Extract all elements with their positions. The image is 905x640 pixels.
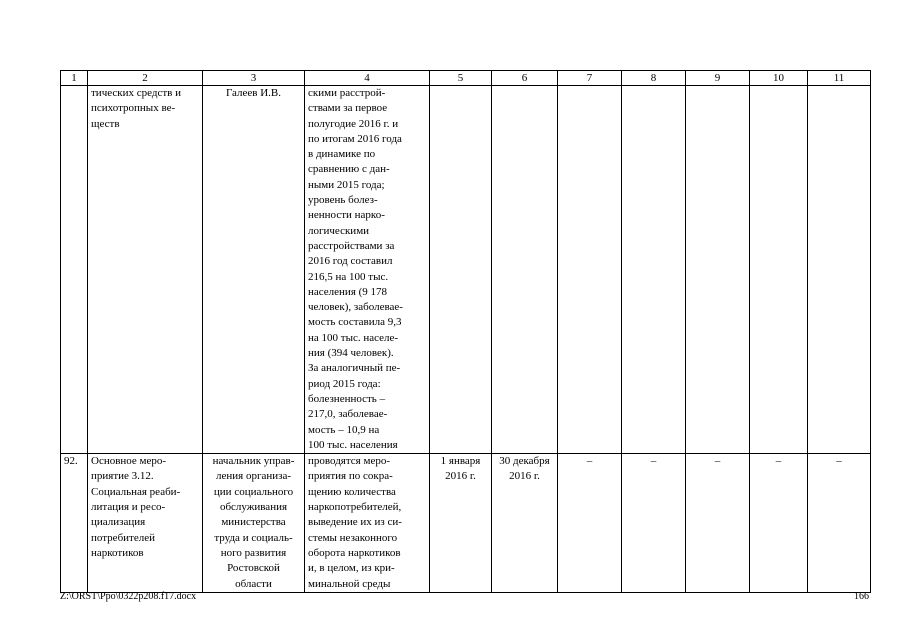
footer-file-path: Z:\ORST\Ppo\0322p208.f17.docx <box>60 591 197 602</box>
header-cell: 5 <box>430 71 492 86</box>
responsible-cell: начальник управ- ления организа- ции социального обслуживания министерства труда и социаль- ного развития Ростовской области <box>203 454 305 593</box>
col11-cell: – <box>808 454 871 593</box>
table-row <box>61 454 871 593</box>
result-cell: скими расстрой- ствами за первое полугодие 2016 г. и по итогам 2016 года в динамике по сравнению с дан- ными 2015 года; уровень болез- ненности нарко- логическими расстройствами за 2016 год составил 216,5 на 100 тыс. населения (9 178 человек), заболевае- мость составила 9,3 на 100 тыс. населе- ния (394 человек). За аналогичный пе- риод 2015 года: болезненность – 217,0, заболевае- мость – 10,9 на 100 тыс. населения <box>305 86 430 454</box>
header-cell: 7 <box>558 71 622 86</box>
col8-cell <box>622 86 686 454</box>
col9-cell: – <box>686 454 750 593</box>
header-cell: 9 <box>686 71 750 86</box>
col7-cell <box>558 86 622 454</box>
start-date-cell <box>430 86 492 454</box>
col9-cell <box>686 86 750 454</box>
row-number-cell <box>61 86 88 454</box>
col11-cell <box>808 86 871 454</box>
header-row <box>61 71 871 86</box>
row-number-cell: 92. <box>61 454 88 593</box>
header-cell: 11 <box>808 71 871 86</box>
document-table <box>60 70 871 593</box>
col10-cell: – <box>750 454 808 593</box>
table-row <box>61 86 871 454</box>
col10-cell <box>750 86 808 454</box>
header-cell: 4 <box>305 71 430 86</box>
measure-name-cell: Основное меро- приятие 3.12. Социальная реаби- литация и ресо- циализация потребителей наркотиков <box>88 454 203 593</box>
start-date-cell: 1 января 2016 г. <box>430 454 492 593</box>
responsible-cell: Галеев И.В. <box>203 86 305 454</box>
header-cell: 8 <box>622 71 686 86</box>
header-cell: 2 <box>88 71 203 86</box>
header-cell: 6 <box>492 71 558 86</box>
result-cell: проводятся меро- приятия по сокра- щению количества наркопотребителей, выведение их из си- стемы незаконного оборота наркотиков и, в целом, из кри- минальной среды <box>305 454 430 593</box>
header-cell: 1 <box>61 71 88 86</box>
header-cell: 10 <box>750 71 808 86</box>
header-cell: 3 <box>203 71 305 86</box>
col8-cell: – <box>622 454 686 593</box>
footer-page-number: 166 <box>854 591 869 602</box>
end-date-cell <box>492 86 558 454</box>
measure-name-cell: тических средств и психотропных ве- ществ <box>88 86 203 454</box>
col7-cell: – <box>558 454 622 593</box>
end-date-cell: 30 декабря 2016 г. <box>492 454 558 593</box>
